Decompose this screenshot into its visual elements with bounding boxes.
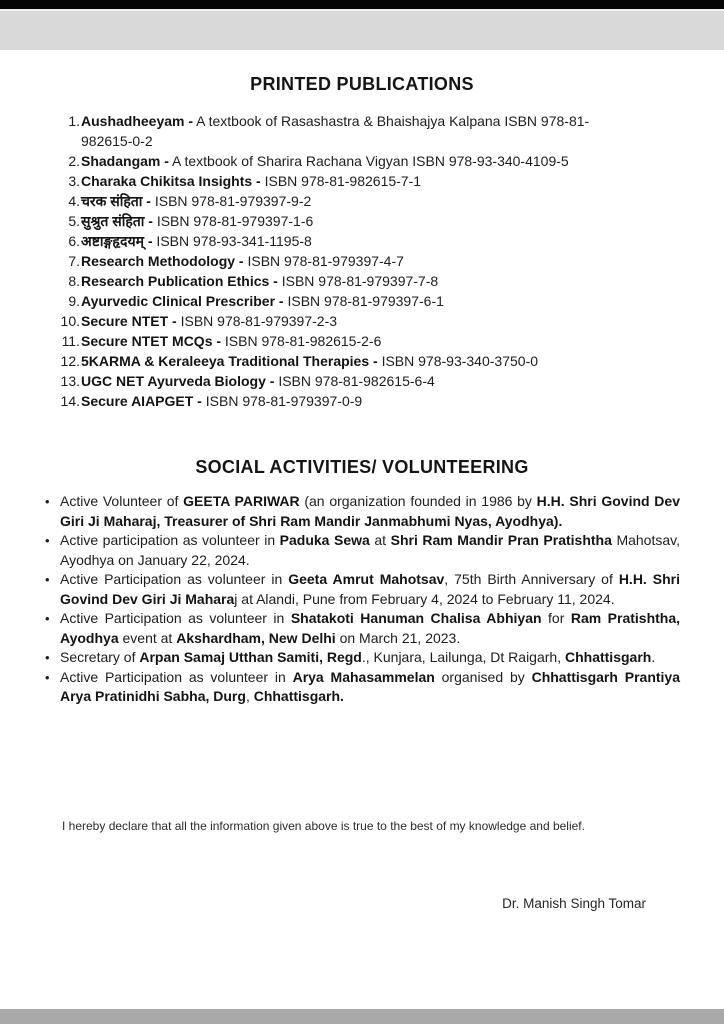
activity-item: • Active participation as volunteer in Paduka Sewa at Shri Ram Mandir Pran Pratishtha Mahotsav, Ayodhya on January 22, 2024. (44, 531, 680, 570)
publications-list (54, 111, 620, 411)
activity-item: • Secretary of Arpan Samaj Utthan Samiti, Regd., Kunjara, Lailunga, Dt Raigarh, Chhattisgarh. (44, 648, 680, 668)
item-text: Shadangam - A textbook of Sharira Rachana Vigyan ISBN 978-93-340-4109-5 (81, 153, 569, 169)
publication-item (54, 111, 620, 151)
item-number: 13. (60, 373, 80, 389)
item-number: 3. (68, 173, 80, 189)
item-number: 1. (68, 113, 80, 129)
item-text: Aushadheeyam - A textbook of Rasashastra & Bhaishajya Kalpana ISBN 978-81-982615-0-2 (81, 113, 590, 149)
publication-item (54, 391, 620, 411)
publication-item (54, 171, 620, 191)
activity-item: • Active Participation as volunteer in Arya Mahasammelan organised by Chhattisgarh Prantiya Arya Pratinidhi Sabha, Durg, Chhattisgarh. (44, 668, 680, 707)
publication-item (54, 191, 620, 211)
item-text: अष्टाङ्गहृदयम् - ISBN 978-93-341-1195-8 (81, 233, 312, 249)
item-text: चरक संहिता - ISBN 978-81-979397-9-2 (81, 193, 312, 209)
top-edge-bar (0, 0, 724, 9)
publication-item (54, 151, 620, 171)
activity-item: • Active Participation as volunteer in Geeta Amrut Mahotsav, 75th Birth Anniversary of H.H. Shri Govind Dev Giri Ji Maharaj at Alandi, Pune from February 4, 2024 to February 11, 2024. (44, 570, 680, 609)
printed-publications-title: PRINTED PUBLICATIONS (250, 74, 474, 94)
publication-item (54, 231, 620, 251)
item-text: Secure AIAPGET - ISBN 978-81-979397-0-9 (81, 393, 363, 409)
publication-item (54, 251, 620, 271)
publication-item (54, 351, 620, 371)
item-number: 6. (68, 233, 80, 249)
publication-item (54, 331, 620, 351)
signature-name: Dr. Manish Singh Tomar (502, 895, 646, 911)
item-text: Secure NTET MCQs - ISBN 978-81-982615-2-6 (81, 333, 382, 349)
top-gray-band (0, 9, 724, 50)
item-text: Research Methodology - ISBN 978-81-979397-4-7 (81, 253, 404, 269)
publication-item (54, 271, 620, 291)
page-content (0, 50, 724, 911)
item-number: 8. (68, 273, 80, 289)
item-number: 2. (68, 153, 80, 169)
activities-list (44, 492, 680, 707)
declaration-text: I hereby declare that all the information given above is true to the best of my knowledge and belief. (62, 818, 585, 833)
item-text: UGC NET Ayurveda Biology - ISBN 978-81-982615-6-4 (81, 373, 435, 389)
publication-item (54, 291, 620, 311)
item-number: 12. (60, 353, 80, 369)
item-number: 4. (68, 193, 80, 209)
social-activities-title: SOCIAL ACTIVITIES/ VOLUNTEERING (195, 457, 529, 477)
publication-item (54, 371, 620, 391)
item-text: 5KARMA & Keraleeya Traditional Therapies - ISBN 978-93-340-3750-0 (81, 353, 539, 369)
item-number: 10. (60, 313, 80, 329)
item-text: Secure NTET - ISBN 978-81-979397-2-3 (81, 313, 338, 329)
item-number: 11. (61, 333, 80, 349)
item-number: 5. (68, 213, 80, 229)
item-number: 7. (68, 253, 80, 269)
item-text: Ayurvedic Clinical Prescriber - ISBN 978-81-979397-6-1 (81, 293, 444, 309)
item-text: सुश्रुत संहिता - ISBN 978-81-979397-1-6 (81, 213, 314, 229)
item-text: Charaka Chikitsa Insights - ISBN 978-81-982615-7-1 (81, 173, 422, 189)
activity-item: • Active Participation as volunteer in Shatakoti Hanuman Chalisa Abhiyan for Ram Pratishtha, Ayodhya event at Akshardham, New Delhi on March 21, 2023. (44, 609, 680, 648)
item-number: 9. (68, 293, 80, 309)
activity-item: • Active Volunteer of GEETA PARIWAR (an organization founded in 1986 by H.H. Shri Govind Dev Giri Ji Maharaj, Treasurer of Shri Ram Mandir Janmabhumi Nyas, Ayodhya). (44, 492, 680, 531)
publication-item (54, 311, 620, 331)
item-text: Research Publication Ethics - ISBN 978-81-979397-7-8 (81, 273, 439, 289)
bottom-gray-band (0, 1009, 724, 1024)
item-number: 14. (60, 393, 80, 409)
publication-item (54, 211, 620, 231)
